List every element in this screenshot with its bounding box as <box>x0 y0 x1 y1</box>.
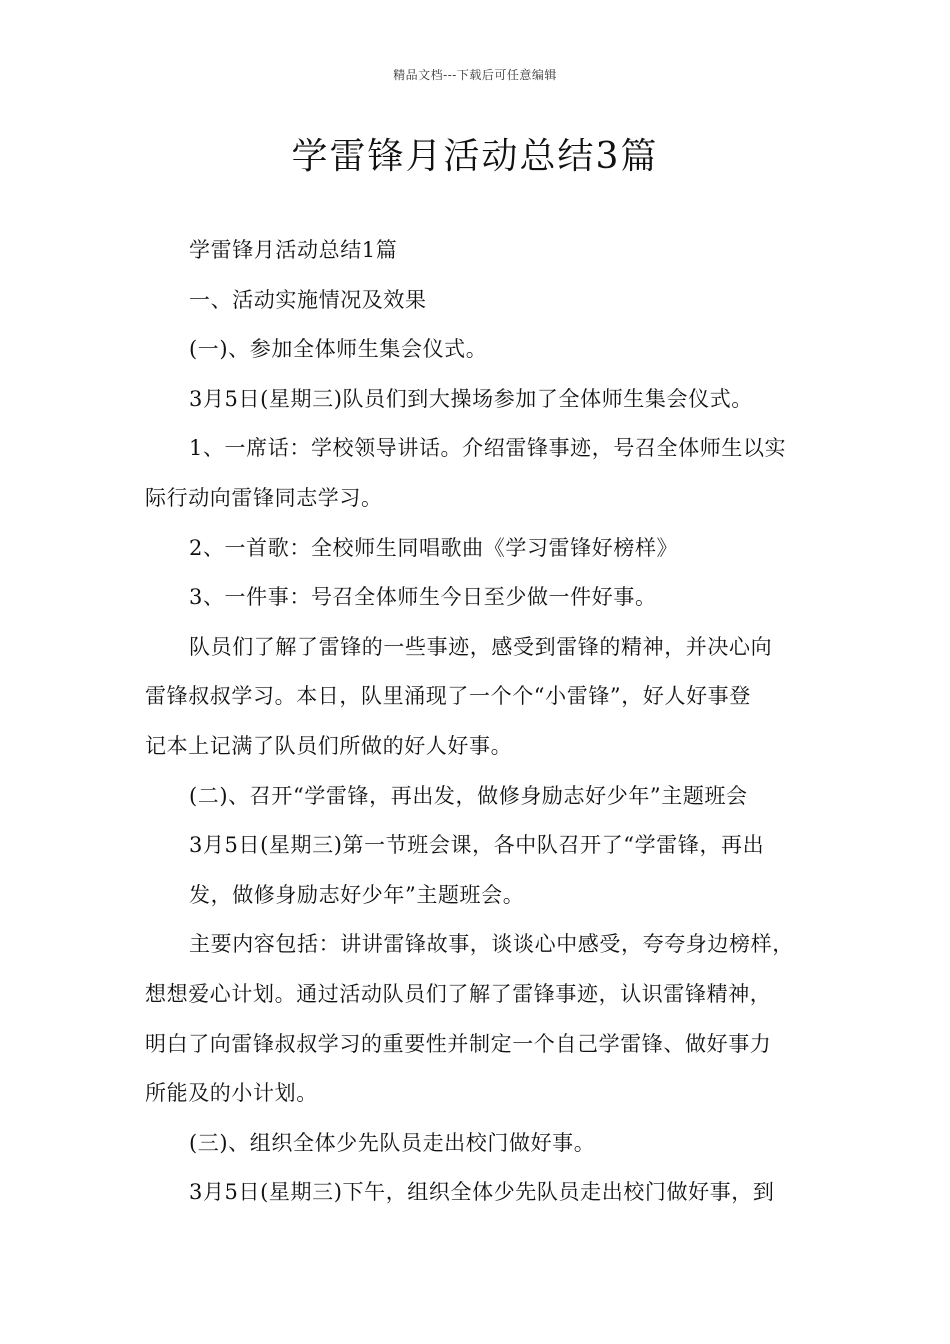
text-line: 1、一席话：学校领导讲话。介绍雷锋事迹，号召全体师生以实 <box>189 436 787 461</box>
page-header-note: 精品文档---下载后可任意编辑 <box>393 68 557 82</box>
text-line: 想想爱心计划。通过活动队员们了解了雷锋事迹，认识雷锋精神， <box>145 981 772 1006</box>
text-line: 一、活动实施情况及效果 <box>189 287 427 312</box>
text-line: 发，做修身励志好少年”主题班会。 <box>189 882 525 907</box>
text-line: 明白了向雷锋叔叔学习的重要性并制定一个自己学雷锋、做好事力 <box>145 1031 772 1056</box>
text-line: 记本上记满了队员们所做的好人好事。 <box>145 733 513 758</box>
text-line: 3月5日(星期三)队员们到大操场参加了全体师生集会仪式。 <box>189 386 753 411</box>
text-line: 3、一件事：号召全体师生今日至少做一件好事。 <box>189 585 657 610</box>
document-title: 学雷锋月活动总结3篇 <box>291 136 659 177</box>
text-line: 2、一首歌：全校师生同唱歌曲《学习雷锋好榜样》 <box>189 535 679 560</box>
text-line: 主要内容包括：讲讲雷锋故事，谈谈心中感受，夸夸身边榜样， <box>189 932 794 957</box>
text-line: 际行动向雷锋同志学习。 <box>145 485 383 510</box>
text-line: 3月5日(星期三)第一节班会课，各中队召开了“学雷锋，再出 <box>189 833 765 858</box>
text-line: (一)、参加全体师生集会仪式。 <box>189 337 488 362</box>
text-line: 所能及的小计划。 <box>145 1081 318 1106</box>
document-body <box>145 226 825 1218</box>
text-line: 3月5日(星期三)下午，组织全体少先队员走出校门做好事，到 <box>189 1180 775 1205</box>
text-line: 雷锋叔叔学习。本日，队里涌现了一个个“小雷锋”，好人好事登 <box>145 684 751 709</box>
text-line: (三)、组织全体少先队员走出校门做好事。 <box>189 1130 596 1155</box>
text-line: (二)、召开“学雷锋，再出发，做修身励志好少年”主题班会 <box>189 783 748 808</box>
text-line: 队员们了解了雷锋的一些事迹，感受到雷锋的精神，并决心向 <box>189 634 773 659</box>
text-line: 学雷锋月活动总结1篇 <box>189 238 398 262</box>
